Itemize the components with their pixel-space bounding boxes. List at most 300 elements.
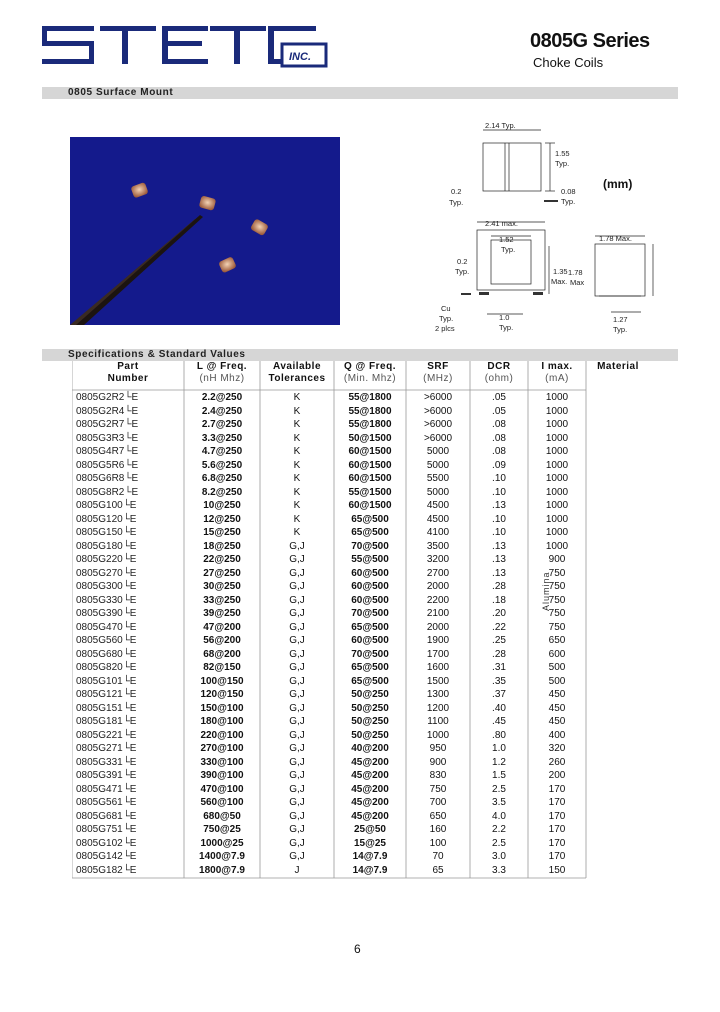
cell-dcr: 2.2: [492, 824, 506, 835]
cell-imax: 170: [548, 824, 566, 835]
cell-dcr: .05: [492, 405, 506, 417]
cell-inductance: 330@100: [200, 756, 244, 768]
cell-srf: 950: [429, 743, 447, 754]
table-row: [72, 810, 586, 824]
cell-tolerance: G,J: [289, 648, 305, 660]
header-q-title: Q @ Freq.: [343, 361, 397, 372]
dim-max-width: 2.41 max.: [485, 219, 518, 228]
cell-inductance: 270@100: [200, 743, 244, 754]
table-row: [72, 594, 586, 608]
cell-srf: >6000: [423, 392, 453, 403]
unit-label: (mm): [603, 177, 633, 191]
cell-srf: 4500: [426, 500, 450, 511]
cell-q-value: 70@500: [351, 608, 389, 619]
cell-tolerance: K: [293, 527, 301, 538]
table-row: [72, 459, 586, 473]
cell-srf: 1900: [426, 635, 450, 646]
dim-right-top: 1.78 Max.: [599, 234, 632, 243]
cell-q-value: 45@200: [351, 783, 389, 795]
cell-srf: 1300: [426, 689, 450, 700]
cell-inductance: 82@150: [203, 662, 241, 673]
dim-side-left: 0.2: [451, 187, 462, 196]
dim-bottom-10: 1.0: [499, 313, 510, 322]
table-row: [72, 553, 586, 567]
cell-q-value: 70@500: [351, 648, 389, 660]
cell-q-value: 50@250: [351, 702, 389, 714]
table-row: [72, 742, 586, 756]
cell-dcr: 1.0: [492, 743, 506, 754]
header-srf-title: SRF: [427, 361, 449, 372]
cell-part-number: 0805G390└E: [76, 608, 137, 619]
cell-inductance: 470@100: [200, 783, 244, 795]
cell-imax: 170: [548, 810, 566, 822]
cell-srf: 5500: [426, 473, 450, 484]
cell-srf: 4100: [426, 527, 450, 538]
dim-cu-plcs: 2 plcs: [435, 324, 455, 333]
cell-part-number: 0805G471└E: [76, 783, 137, 795]
cell-dcr: .10: [492, 486, 506, 498]
cell-q-value: 60@500: [351, 581, 389, 592]
cell-imax: 170: [548, 837, 566, 849]
header-number: Number: [107, 373, 149, 384]
cell-imax: 450: [548, 716, 566, 727]
cell-tolerance: G,J: [289, 770, 305, 781]
cell-part-number: 0805G270└E: [76, 567, 137, 579]
table-row: [72, 432, 586, 446]
product-photo: [70, 137, 340, 325]
cell-inductance: 150@100: [200, 702, 244, 714]
dim-left-02: 0.2: [457, 257, 468, 266]
cell-srf: 1600: [426, 662, 450, 673]
header-inductance-unit: (nH Mhz): [199, 373, 245, 384]
cell-part-number: 0805G8R2└E: [76, 486, 139, 498]
cell-imax: 750: [548, 581, 566, 592]
cell-part-number: 0805G2R7└E: [76, 419, 139, 430]
stetco-logo: [42, 22, 332, 70]
cell-dcr: 3.3: [492, 864, 506, 876]
cell-q-value: 55@1800: [348, 392, 392, 403]
series-title: 0805G Series: [530, 30, 650, 52]
cell-inductance: 1400@7.9: [199, 851, 245, 862]
cell-q-value: 25@50: [354, 824, 386, 835]
cell-tolerance: G,J: [289, 797, 305, 808]
cell-part-number: 0805G100└E: [76, 500, 137, 511]
header-inductance-title: L @ Freq.: [196, 361, 248, 372]
cell-imax: 400: [548, 729, 566, 741]
cell-part-number: 0805G142└E: [76, 851, 137, 862]
cell-srf: 830: [429, 770, 447, 781]
cell-imax: 1000: [545, 432, 569, 444]
cell-q-value: 60@1500: [348, 473, 392, 484]
cell-inductance: 39@250: [203, 608, 241, 619]
table-row: [72, 405, 586, 419]
cell-imax: 600: [548, 648, 566, 660]
table-row: [72, 715, 586, 729]
cell-dcr: .45: [492, 716, 506, 727]
cell-srf: 750: [429, 783, 447, 795]
cell-srf: >6000: [423, 405, 453, 417]
cell-inductance: 56@200: [203, 635, 241, 646]
cell-tolerance: K: [293, 405, 301, 417]
cell-dcr: .20: [492, 608, 506, 619]
cell-part-number: 0805G560└E: [76, 635, 137, 646]
cell-tolerance: K: [293, 392, 301, 403]
cell-inductance: 680@50: [203, 810, 241, 822]
cell-part-number: 0805G751└E: [76, 824, 137, 835]
cell-inductance: 5.6@250: [201, 459, 243, 471]
cell-imax: 1000: [545, 473, 569, 484]
cell-q-value: 14@7.9: [352, 851, 388, 862]
dim-side-right-typ: Typ.: [561, 197, 576, 206]
cell-part-number: 0805G391└E: [76, 770, 137, 781]
dim-inner-typ: Typ.: [501, 245, 516, 254]
header-imax-title: I max.: [541, 361, 573, 372]
cell-inductance: 180@100: [200, 716, 244, 727]
cell-part-number: 0805G220└E: [76, 554, 137, 565]
cell-tolerance: K: [293, 446, 301, 457]
cell-dcr: 1.5: [492, 770, 506, 781]
table-row: [72, 472, 586, 486]
cell-part-number: 0805G102└E: [76, 837, 137, 849]
cell-part-number: 0805G2R4└E: [76, 405, 139, 417]
cell-tolerance: G,J: [289, 594, 305, 606]
cell-inductance: 33@250: [203, 594, 241, 606]
cell-dcr: 2.5: [492, 837, 506, 849]
cell-inductance: 750@25: [203, 824, 241, 835]
cell-q-value: 65@500: [351, 621, 389, 633]
cell-q-value: 45@200: [351, 797, 389, 808]
cell-tolerance: K: [293, 432, 301, 444]
cell-tolerance: G,J: [289, 554, 305, 565]
dim-right-bottom: 1.27: [613, 315, 628, 324]
dim-cu: Cu: [441, 304, 451, 313]
table-row: [72, 783, 586, 797]
cell-part-number: 0805G180└E: [76, 540, 137, 552]
logo-inc-text: INC.: [289, 51, 311, 63]
table-row: [72, 418, 586, 432]
cell-imax: 170: [548, 851, 566, 862]
dim-side-left-typ: Typ.: [449, 198, 464, 207]
cell-q-value: 70@500: [351, 540, 389, 552]
cell-imax: 320: [548, 743, 566, 754]
cell-q-value: 60@1500: [348, 446, 392, 457]
cell-tolerance: G,J: [289, 581, 305, 592]
cell-dcr: .22: [492, 621, 506, 633]
cell-part-number: 0805G6R8└E: [76, 473, 139, 484]
cell-part-number: 0805G300└E: [76, 581, 137, 592]
cell-dcr: .35: [492, 675, 506, 687]
cell-tolerance: K: [293, 486, 301, 498]
cell-dcr: 4.0: [492, 810, 506, 822]
cell-dcr: .13: [492, 500, 506, 511]
table-row: [72, 796, 586, 810]
cell-tolerance: G,J: [289, 824, 305, 835]
cell-srf: 900: [429, 756, 447, 768]
cell-q-value: 55@1500: [348, 486, 392, 498]
cell-tolerance: G,J: [289, 567, 305, 579]
header-part: Part: [117, 361, 139, 372]
cell-imax: 1000: [545, 446, 569, 457]
cell-imax: 1000: [545, 392, 569, 403]
cell-srf: 3200: [426, 554, 450, 565]
cell-imax: 1000: [545, 486, 569, 498]
dimension-drawings: [415, 118, 685, 338]
cell-srf: 100: [429, 837, 447, 849]
cell-imax: 1000: [545, 459, 569, 471]
cell-q-value: 60@1500: [348, 500, 392, 511]
cell-inductance: 15@250: [203, 527, 241, 538]
cell-inductance: 47@200: [203, 621, 241, 633]
cell-tolerance: J: [294, 864, 300, 876]
cell-part-number: 0805G271└E: [76, 743, 137, 754]
table-row: [72, 769, 586, 783]
cell-dcr: .10: [492, 473, 506, 484]
header-srf-unit: (MHz): [423, 373, 453, 384]
cell-tolerance: G,J: [289, 851, 305, 862]
cell-srf: 2200: [426, 594, 450, 606]
cell-imax: 170: [548, 783, 566, 795]
dim-right-side: 1.78: [568, 268, 583, 277]
cell-srf: 70: [432, 851, 444, 862]
cell-inductance: 1000@25: [200, 837, 244, 849]
cell-q-value: 55@500: [351, 554, 389, 565]
cell-srf: 2700: [426, 567, 450, 579]
table-row: [72, 526, 586, 540]
cell-srf: 5000: [426, 459, 450, 471]
cell-tolerance: G,J: [289, 716, 305, 727]
cell-q-value: 14@7.9: [352, 864, 388, 876]
cell-inductance: 30@250: [203, 581, 241, 592]
cell-q-value: 50@250: [351, 729, 389, 741]
cell-inductance: 18@250: [203, 540, 241, 552]
cell-inductance: 6.8@250: [201, 473, 243, 484]
dim-right-side-max: Max: [570, 278, 585, 287]
cell-part-number: 0805G680└E: [76, 648, 137, 660]
cell-q-value: 65@500: [351, 527, 389, 538]
cell-q-value: 55@1800: [348, 405, 392, 417]
table-row: [72, 513, 586, 527]
cell-imax: 750: [548, 621, 566, 633]
header-dcr-title: DCR: [487, 361, 511, 372]
cell-inductance: 120@150: [200, 689, 244, 700]
cell-imax: 500: [548, 675, 566, 687]
cell-imax: 1000: [545, 513, 569, 525]
cell-dcr: .05: [492, 392, 506, 403]
cell-dcr: 1.2: [492, 756, 506, 768]
cell-part-number: 0805G5R6└E: [76, 459, 139, 471]
cell-part-number: 0805G561└E: [76, 797, 137, 808]
cell-part-number: 0805G331└E: [76, 756, 137, 768]
dim-side-right: 0.08: [561, 187, 576, 196]
cell-inductance: 560@100: [200, 797, 244, 808]
cell-inductance: 10@250: [203, 500, 241, 511]
cell-tolerance: K: [293, 419, 301, 430]
cell-dcr: .13: [492, 567, 506, 579]
cell-part-number: 0805G182└E: [76, 864, 137, 876]
cell-srf: 5000: [426, 486, 450, 498]
table-row: [72, 634, 586, 648]
cell-part-number: 0805G120└E: [76, 513, 137, 525]
cell-srf: 2100: [426, 608, 450, 619]
cell-dcr: 3.5: [492, 797, 506, 808]
table-row: [72, 580, 586, 594]
cell-srf: 1000: [426, 729, 450, 741]
cell-dcr: .08: [492, 419, 506, 430]
cell-tolerance: K: [293, 459, 301, 471]
cell-dcr: .28: [492, 581, 506, 592]
cell-srf: 1700: [426, 648, 450, 660]
cell-q-value: 45@200: [351, 810, 389, 822]
header-tolerances-title: Available: [272, 361, 322, 372]
cell-part-number: 0805G150└E: [76, 527, 137, 538]
table-row: [72, 675, 586, 689]
cell-q-value: 60@500: [351, 594, 389, 606]
cell-imax: 1000: [545, 527, 569, 538]
cell-q-value: 60@1500: [348, 459, 392, 471]
cell-dcr: .18: [492, 594, 506, 606]
cell-part-number: 0805G121└E: [76, 689, 137, 700]
cell-inductance: 100@150: [200, 675, 244, 687]
dim-height-typ: Typ.: [555, 159, 570, 168]
header-imax-unit: (mA): [545, 373, 569, 384]
dim-inner-width: 1.52: [499, 235, 514, 244]
cell-inductance: 12@250: [203, 513, 241, 525]
cell-q-value: 50@250: [351, 689, 389, 700]
cell-imax: 650: [548, 635, 566, 646]
table-row: [72, 499, 586, 513]
table-row: [72, 648, 586, 662]
cell-inductance: 3.3@250: [201, 432, 243, 444]
cell-dcr: .37: [492, 689, 506, 700]
dim-cu-typ: Typ.: [439, 314, 454, 323]
cell-dcr: .28: [492, 648, 506, 660]
cell-imax: 1000: [545, 419, 569, 430]
cell-imax: 1000: [545, 405, 569, 417]
header-tolerances-title2: Tolerances: [268, 373, 326, 384]
cell-imax: 200: [548, 770, 566, 781]
cell-srf: 1500: [426, 675, 450, 687]
cell-tolerance: G,J: [289, 621, 305, 633]
cell-dcr: 3.0: [492, 851, 506, 862]
cell-q-value: 60@500: [351, 567, 389, 579]
cell-inductance: 2.2@250: [201, 392, 243, 403]
cell-tolerance: G,J: [289, 689, 305, 700]
cell-imax: 450: [548, 702, 566, 714]
cell-srf: 1100: [427, 716, 449, 727]
cell-srf: 700: [429, 797, 447, 808]
cell-q-value: 60@500: [351, 635, 389, 646]
table-row: [72, 567, 586, 581]
cell-tolerance: G,J: [289, 662, 305, 673]
cell-tolerance: G,J: [289, 540, 305, 552]
table-row: [72, 486, 586, 500]
section-label-surface-mount: 0805 Surface Mount: [68, 87, 174, 98]
cell-srf: 4500: [426, 513, 450, 525]
cell-part-number: 0805G820└E: [76, 662, 137, 673]
cell-tolerance: G,J: [289, 729, 305, 741]
cell-srf: 1200: [426, 702, 450, 714]
cell-dcr: .08: [492, 432, 506, 444]
cell-imax: 150: [548, 864, 566, 876]
cell-tolerance: G,J: [289, 743, 305, 754]
dim-height-135-max: Max.: [551, 277, 568, 286]
cell-dcr: 2.5: [492, 783, 506, 795]
table-row: [72, 756, 586, 770]
cell-srf: 650: [429, 810, 447, 822]
cell-imax: 900: [548, 554, 566, 565]
cell-tolerance: G,J: [289, 837, 305, 849]
table-row: [72, 823, 586, 837]
cell-dcr: .08: [492, 446, 506, 457]
cell-part-number: 0805G151└E: [76, 702, 137, 714]
cell-tolerance: G,J: [289, 608, 305, 619]
cell-q-value: 45@200: [351, 756, 389, 768]
header-q-unit: (Min. Mhz): [343, 373, 397, 384]
header-material-title: Material: [597, 361, 639, 372]
cell-tolerance: G,J: [289, 810, 305, 822]
cell-srf: 2000: [426, 621, 450, 633]
cell-tolerance: G,J: [289, 635, 305, 646]
cell-dcr: .25: [492, 635, 506, 646]
cell-srf: >6000: [423, 419, 453, 430]
cell-imax: 500: [548, 662, 566, 673]
cell-inductance: 2.7@250: [201, 419, 243, 430]
dim-right-bottom-typ: Typ.: [613, 325, 628, 334]
cell-imax: 750: [548, 594, 566, 606]
cell-imax: 450: [548, 689, 566, 700]
table-row: [72, 729, 586, 743]
cell-srf: 3500: [426, 540, 450, 552]
cell-srf: 160: [429, 824, 447, 835]
cell-imax: 1000: [545, 540, 569, 552]
cell-q-value: 65@500: [351, 675, 389, 687]
cell-srf: >6000: [423, 432, 453, 444]
table-row: [72, 445, 586, 459]
cell-q-value: 50@250: [351, 716, 389, 727]
table-row: [72, 540, 586, 554]
cell-dcr: .40: [492, 702, 506, 714]
dim-height-135: 1.35: [553, 267, 568, 276]
cell-tolerance: G,J: [289, 783, 305, 795]
cell-part-number: 0805G3R3└E: [76, 432, 139, 444]
cell-inductance: 2.4@250: [201, 405, 243, 417]
cell-tolerance: K: [293, 500, 301, 511]
cell-part-number: 0805G4R7└E: [76, 446, 139, 457]
table-row: [72, 688, 586, 702]
cell-q-value: 65@500: [351, 513, 389, 525]
table-row: [72, 702, 586, 716]
table-row: [72, 607, 586, 621]
cell-srf: 2000: [426, 581, 450, 592]
cell-q-value: 40@200: [351, 743, 389, 754]
cell-inductance: 390@100: [200, 770, 244, 781]
dim-bottom-10-typ: Typ.: [499, 323, 514, 332]
cell-dcr: .10: [492, 527, 506, 538]
dim-height: 1.55: [555, 149, 570, 158]
cell-part-number: 0805G681└E: [76, 810, 137, 822]
cell-inductance: 22@250: [203, 554, 241, 565]
dim-left-02-typ: Typ.: [455, 267, 470, 276]
cell-part-number: 0805G470└E: [76, 621, 137, 633]
cell-dcr: .13: [492, 540, 506, 552]
cell-inductance: 8.2@250: [201, 486, 243, 498]
cell-q-value: 65@500: [351, 662, 389, 673]
cell-inductance: 68@200: [203, 648, 241, 660]
cell-dcr: .09: [492, 459, 506, 471]
cell-inductance: 27@250: [203, 567, 241, 579]
cell-part-number: 0805G221└E: [76, 729, 137, 741]
cell-inductance: 1800@7.9: [199, 864, 245, 876]
